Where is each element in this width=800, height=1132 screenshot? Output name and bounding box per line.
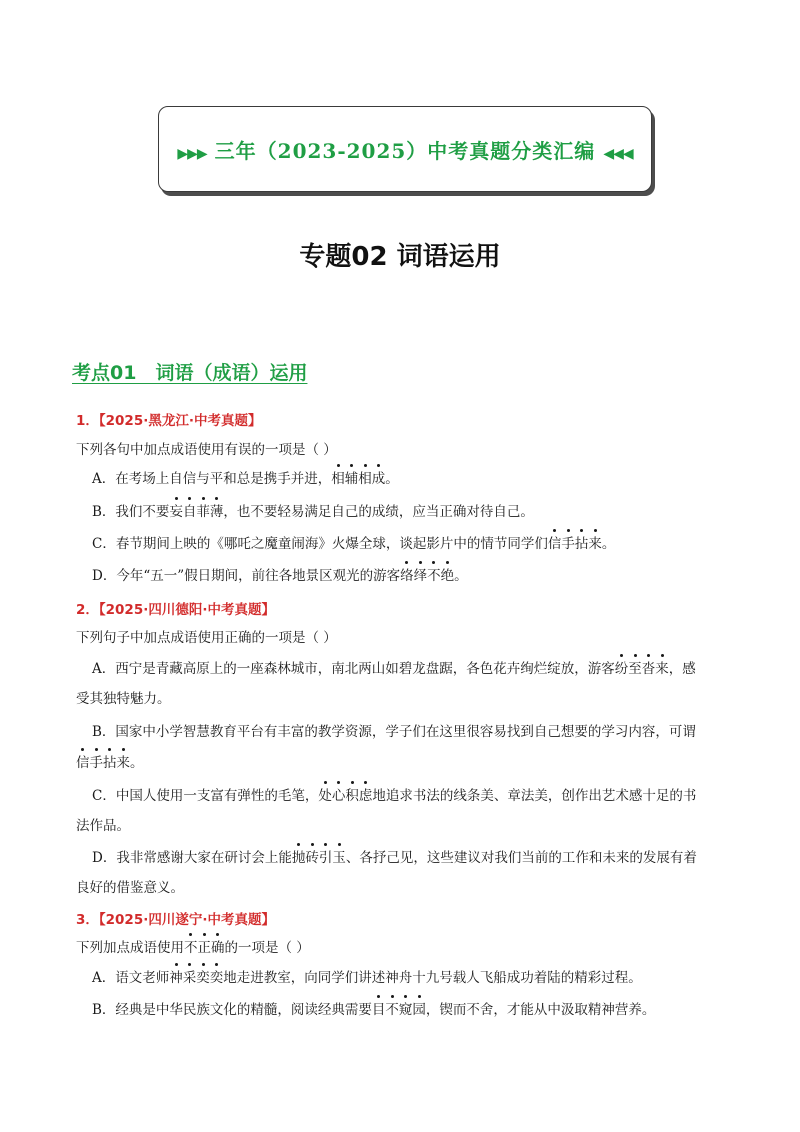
question-2-option-b: B．国家中小学智慧教育平台有丰富的教学资源，学子们在这里很容易找到自己想要的学习内容，可谓	[92, 724, 696, 740]
section-title: 考点01 词语（成语）运用	[72, 362, 308, 384]
right-arrows-icon: ◀◀◀	[603, 145, 633, 162]
question-2-option-b-cont: 信手拈来。	[76, 755, 144, 771]
dotted-idiom	[318, 788, 372, 804]
emphasis-dot-char: 奕	[196, 970, 210, 986]
header-banner	[158, 106, 652, 192]
banner-text	[169, 135, 640, 164]
emphasis-dot-char: 积	[345, 788, 359, 804]
question-3-option-b: B．经典是中华民族文化的精髓，阅读经典需要目不窥园，锲而不舍，才能从中汲取精神营养。	[92, 1002, 656, 1018]
question-2-stem: 下列句子中加点成语使用正确的一项是（ ）	[76, 630, 337, 646]
emphasis-dot-char: 菲	[196, 504, 210, 520]
emphasis-dot-char: 至	[628, 661, 642, 677]
dotted-word	[184, 940, 225, 956]
question-3-stem: 下列加点成语使用不正确的一项是（ ）	[76, 940, 310, 956]
emphasis-dot-char: 目	[371, 1002, 386, 1018]
dotted-idiom	[76, 755, 130, 771]
question-2-option-d: D．我非常感谢大家在研讨会上能抛砖引玉、各抒己见，这些建议对我们当前的工作和未来的发展有着	[92, 850, 697, 866]
question-1-option-c: C．春节期间上映的《哪吒之魔童闹海》火爆全球，谈起影片中的情节同学们信手拈来。	[92, 536, 616, 552]
emphasis-dot-char: 窥	[398, 1002, 413, 1018]
emphasis-dot-char: 心	[331, 788, 346, 804]
emphasis-dot-char: 信	[547, 536, 562, 552]
emphasis-dot-char: 园	[412, 1002, 426, 1018]
emphasis-dot-char: 沓	[641, 661, 656, 677]
dotted-idiom	[331, 471, 385, 487]
emphasis-dot-char: 拈	[574, 536, 589, 552]
left-arrows-icon: ▶▶▶	[177, 145, 207, 162]
emphasis-dot-char: 来	[116, 755, 130, 771]
emphasis-dot-char: 薄	[209, 504, 224, 520]
dotted-idiom	[169, 970, 223, 986]
dotted-idiom	[292, 850, 346, 866]
question-1-option-d: D．今年“五一”假日期间，前往各地景区观光的游客络绎不绝。	[92, 568, 468, 584]
question-2-option-c: C．中国人使用一支富有弹性的毛笔，处心积虑地追求书法的线条美、章法美，创作出艺术感十足的书	[92, 788, 697, 804]
dotted-idiom	[615, 661, 669, 677]
emphasis-dot-char: 绝	[440, 568, 455, 584]
emphasis-dot-char: 确	[211, 940, 225, 956]
emphasis-dot-char: 拈	[103, 755, 117, 771]
emphasis-dot-char: 奕	[209, 970, 224, 986]
emphasis-dot-char: 手	[89, 755, 103, 771]
emphasis-dot-char: 不	[385, 1002, 399, 1018]
question-2-option-a: A．西宁是青藏高原上的一座森林城市，南北两山如碧龙盘踞，各色花卉绚烂绽放，游客纷至沓来，感	[92, 661, 696, 677]
emphasis-dot-char: 纷	[614, 661, 629, 677]
emphasis-dot-char: 玉	[332, 850, 346, 866]
emphasis-dot-char: 相	[358, 471, 372, 487]
emphasis-dot-char: 妄	[169, 504, 183, 520]
emphasis-dot-char: 处	[318, 788, 332, 804]
emphasis-dot-char: 信	[76, 755, 90, 771]
banner-title: 三年（2023-2025）中考真题分类汇编	[214, 138, 596, 163]
emphasis-dot-char: 虑	[358, 788, 373, 804]
dotted-idiom	[372, 1002, 426, 1018]
emphasis-dot-char: 自	[182, 504, 197, 520]
emphasis-dot-char: 来	[655, 661, 669, 677]
dotted-idiom	[169, 504, 223, 520]
emphasis-dot-char: 不	[427, 568, 441, 584]
page-title: 专题02 词语运用	[299, 242, 501, 272]
emphasis-dot-char: 辅	[344, 471, 359, 487]
question-1-option-a: A．在考场上自信与平和总是携手并进，相辅相成。	[92, 471, 399, 487]
emphasis-dot-char: 手	[561, 536, 575, 552]
emphasis-dot-char: 成	[371, 471, 386, 487]
question-1-head: 1．【2025·黑龙江·中考真题】	[76, 413, 262, 429]
question-1-stem: 下列各句中加点成语使用有误的一项是（ ）	[76, 442, 337, 458]
emphasis-dot-char: 采	[182, 970, 197, 986]
question-2-option-c-cont: 法作品。	[76, 818, 130, 834]
question-3-head: 3．【2025·四川遂宁·中考真题】	[76, 912, 275, 928]
emphasis-dot-char: 抛	[291, 850, 306, 866]
question-3-option-a: A．语文老师神采奕奕地走进教室，向同学们讲述神舟十九号载人飞船成功着陆的精彩过程。	[92, 970, 642, 986]
question-2-head: 2．【2025·四川德阳·中考真题】	[76, 602, 275, 618]
emphasis-dot-char: 不	[184, 940, 198, 956]
emphasis-dot-char: 神	[169, 970, 183, 986]
emphasis-dot-char: 相	[331, 471, 345, 487]
emphasis-dot-char: 来	[588, 536, 602, 552]
emphasis-dot-char: 络	[400, 568, 414, 584]
emphasis-dot-char: 正	[197, 940, 211, 956]
question-1-option-b: B．我们不要妄自菲薄，也不要轻易满足自己的成绩，应当正确对待自己。	[92, 504, 534, 520]
dotted-idiom	[400, 568, 454, 584]
emphasis-dot-char: 引	[318, 850, 333, 866]
emphasis-dot-char: 绎	[413, 568, 428, 584]
emphasis-dot-char: 砖	[305, 850, 319, 866]
dotted-idiom	[548, 536, 602, 552]
question-2-option-a-cont: 受其独特魅力。	[76, 691, 171, 707]
question-2-option-d-cont: 良好的借鉴意义。	[76, 880, 184, 896]
